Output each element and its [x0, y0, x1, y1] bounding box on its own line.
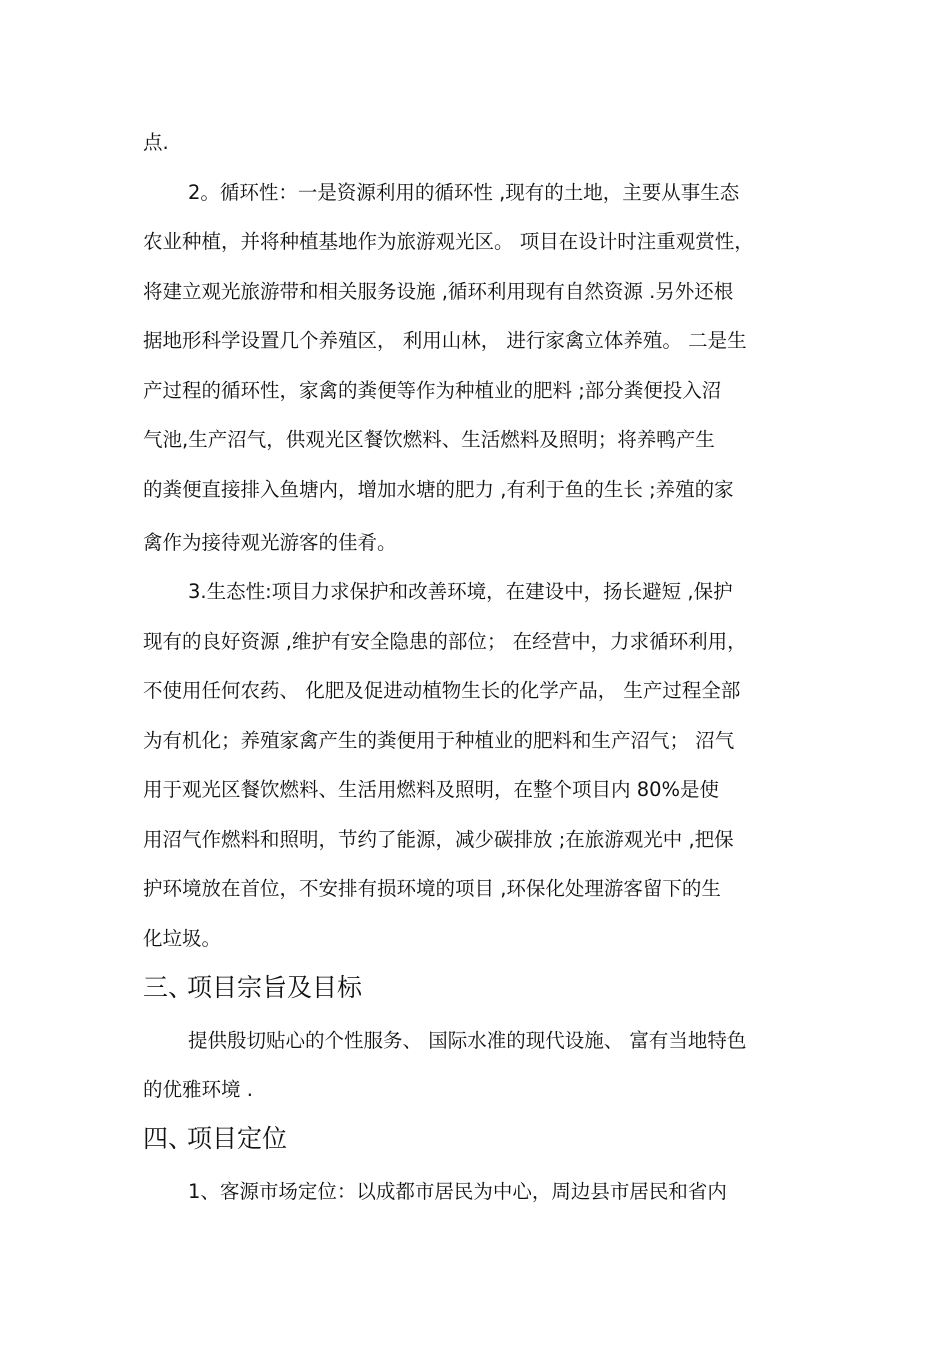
- text-line: 化垃圾。: [143, 927, 222, 950]
- text-line: 气池,生产沼气，供观光区餐饮燃料、生活燃料及照明；将养鸭产生: [143, 428, 715, 451]
- text-line: 不使用任何农药、 化肥及促进动植物生长的化学产品， 生产过程全部: [143, 679, 741, 702]
- text-line: 3.生态性:项目力求保护和改善环境，在建设中，扬长避短 ,保护: [188, 580, 733, 603]
- text-line: 提供殷切贴心的个性服务、 国际水准的现代设施、 富有当地特色: [188, 1029, 747, 1052]
- section-heading: [143, 1123, 287, 1155]
- text-line: 护环境放在首位，不安排有损环境的项目 ,环保化处理游客留下的生: [143, 877, 721, 900]
- text-line: 现有的良好资源 ,维护有安全隐患的部位； 在经营中，力求循环利用，: [143, 630, 747, 653]
- text-line: 据地形科学设置几个养殖区， 利用山林， 进行家禽立体养殖。 二是生: [143, 329, 747, 352]
- heading-text: 项目宗旨及目标: [187, 973, 363, 1002]
- heading-number: 三、: [143, 973, 194, 1002]
- text-line: 农业种植，并将种植基地作为旅游观光区。 项目在设计时注重观赏性，: [143, 230, 754, 253]
- text-line: 1、客源市场定位：以成都市居民为中心，周边县市居民和省内: [188, 1180, 727, 1203]
- text-line: 点.: [143, 131, 169, 154]
- text-line: 将建立观光旅游带和相关服务设施 ,循环利用现有自然资源 .另外还根: [143, 280, 734, 303]
- text-line: 为有机化；养殖家禽产生的粪便用于种植业的肥料和生产沼气； 沼气: [143, 729, 735, 752]
- heading-number: 四、: [143, 1124, 194, 1153]
- text-line: 禽作为接待观光游客的佳肴。: [143, 531, 397, 554]
- section-heading: [143, 972, 362, 1004]
- text-line: 用沼气作燃料和照明，节约了能源，减少碳排放 ;在旅游观光中 ,把保: [143, 828, 734, 851]
- text-line: 2。循环性：一是资源利用的循环性 ,现有的土地，主要从事生态: [188, 181, 740, 204]
- text-line: 的粪便直接排入鱼塘内，增加水塘的肥力 ,有利于鱼的生长 ;养殖的家: [143, 478, 734, 501]
- text-line: 的优雅环境 .: [143, 1078, 253, 1101]
- heading-text: 项目定位: [187, 1124, 288, 1153]
- text-line: 产过程的循环性，家禽的粪便等作为种植业的肥料 ;部分粪便投入沼: [143, 379, 722, 402]
- text-line: 用于观光区餐饮燃料、生活用燃料及照明，在整个项目内 80%是使: [143, 778, 720, 801]
